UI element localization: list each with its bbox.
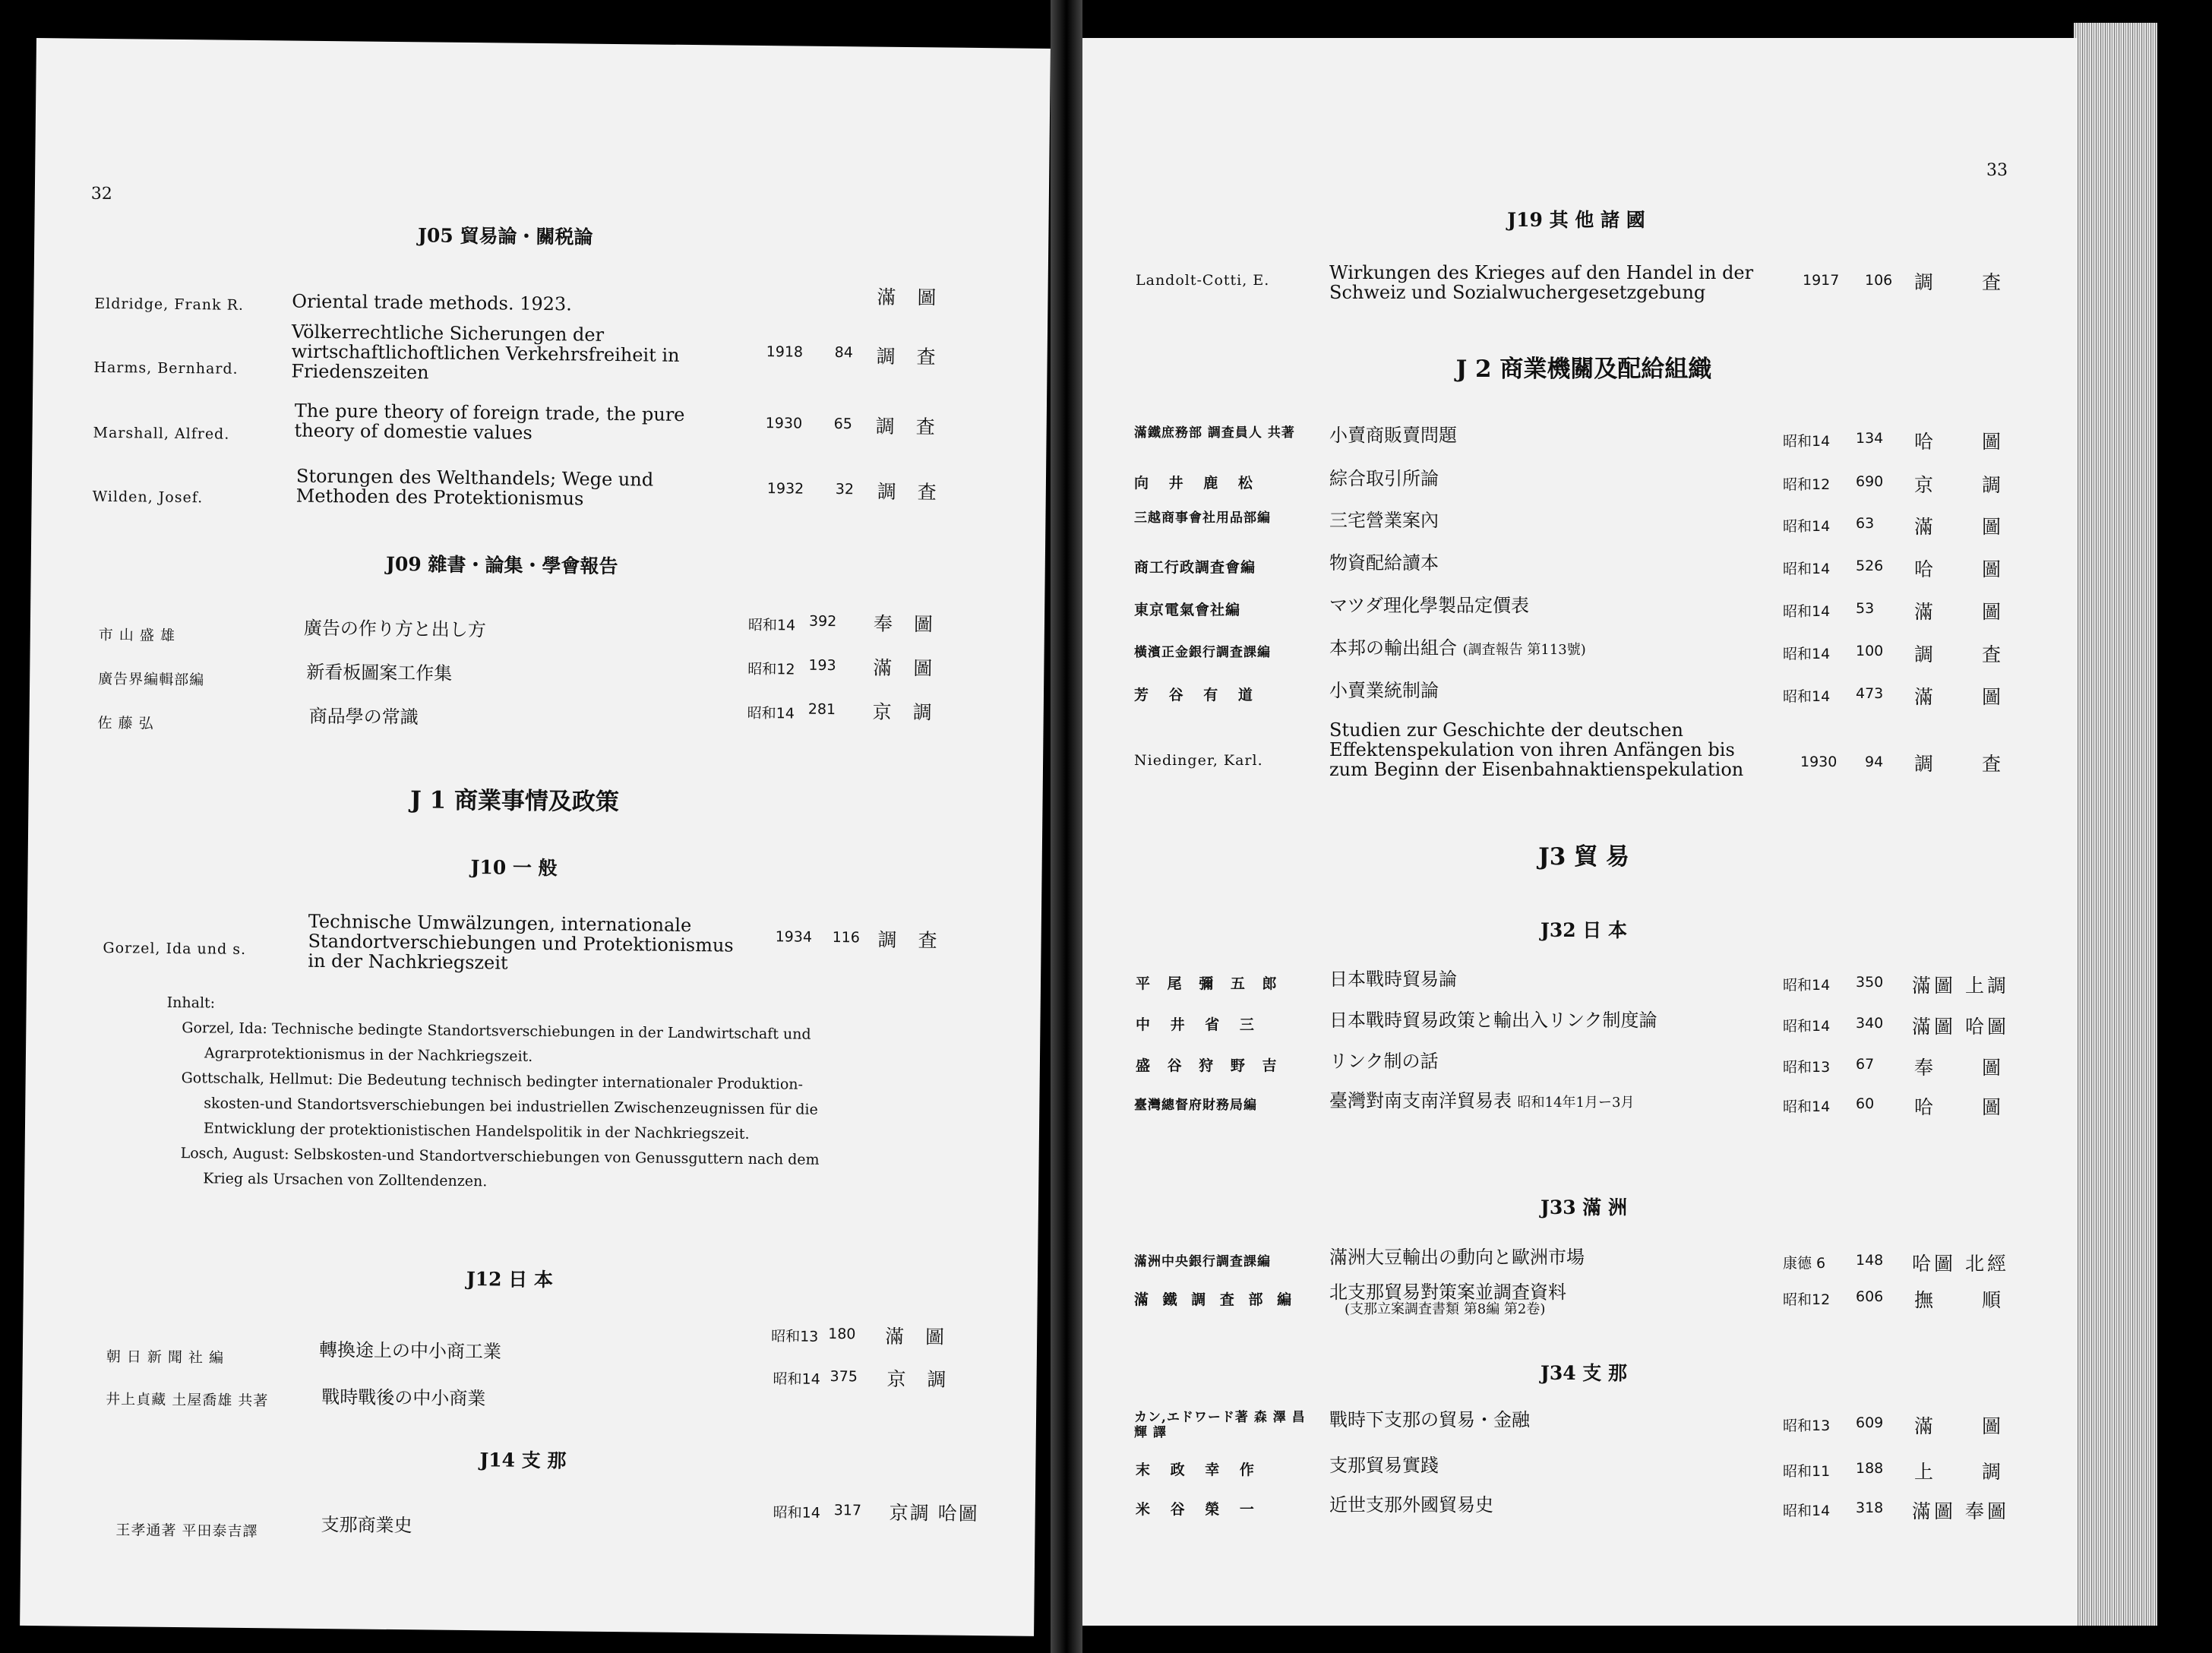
list-item: 市 山 盛 雄 廣告の作り方と出し方 昭和14 392 奉 圖 [98, 612, 941, 644]
section-heading-j19: J19 其 他 諸 國 [1507, 209, 1645, 231]
page-number: 33 [1986, 161, 2008, 180]
list-item: 廣告界編輯部編 新看板圖案工作集 昭和12 193 滿 圖 [98, 656, 940, 689]
section-heading-j33: J33 滿 洲 [1540, 1196, 1628, 1218]
list-item: 佐 藤 弘 商品學の常識 昭和14 281 京 調 [97, 700, 940, 732]
chapter-heading-j3: J3 貿 易 [1538, 843, 1629, 871]
page-number: 32 [90, 184, 112, 204]
list-item: Marshall, Alfred. The pure theory of foreign trade, the pure theory of domestie values 1930 65 調 査 [93, 400, 943, 444]
section-heading-j32: J32 日 本 [1540, 919, 1628, 941]
contents-label: Inhalt: [166, 994, 216, 1012]
section-heading-j34: J34 支 那 [1540, 1362, 1628, 1384]
chapter-heading-j2: J 2 商業機關及配給組織 [1455, 356, 1712, 383]
right-page: 33 J19 其 他 諸 國 Landolt-Cotti, E. Wirkungen des Krieges auf den Handel in der Schweiz und Sozialwuchergesetzgebung 1917 106 調 査 J 2 商業機關及配給組織 滿鐵庶務部 調査員人 共著 小賣商販賣問題 昭和14 134 哈 圖 向 井 鹿 松 綜合取引所論 昭和12 690 京 調 三越商事會社用品部編 三宅營業案內 昭和14 63 滿 圖 商工行政調査會編 物資配給讀本 昭和14 526 哈 圖 東京電氣會社編 マツダ理化學製品定價表 昭和14 53 滿 圖 橫濱正金銀行調査課編 本邦の輸出組合 (調査報告 第113號) 昭和14 100 調 査 芳 谷 有 道 小賣業統制論 昭和14 473 滿 圖 Niedinger, Karl. Studien zur Geschichte der deutschen Effektenspekulation von ihren Anfängen bis zum Beginn der Eisenbahnaktienspekulation 1930 94 調 査 J3 貿 易 J32 日 本 平 尾 彌 五 郎 日本戰時貿易論 昭和14 350 滿圖 上調 中 井 省 三 日本戰時貿易政策と輸出入リンク制度論 昭和14 340 滿圖 哈圖 盛 谷 狩 野 吉 リンク制の話 昭和13 67 奉 圖 臺灣總督府財務局編 臺灣對南支南洋貿易表 昭和14年1月ー3月 昭和14 60 哈 圖 J33 滿 洲 滿洲中央銀行調査課編 滿洲大豆輸出の動向と歐洲市場 康德 6 148 哈圖 北經 滿 鐵 調 査 部 編 北支那貿易對策案並調査資料 (支那立案調査書類 第8編 第2卷) 昭和12 606 撫 順 J34 支 那 カン,エドワード著 森 澤 昌 輝 譯 戰時下支那の貿易・金融 昭和13 609 滿 圖 末 政 幸 作 支那貿易實踐 昭和11 188 上 調 米 谷 榮 一 近世支那外國貿易史 昭和14 318 滿圖 奉圖 [1082, 38, 2078, 1626]
list-item: Harms, Bernhard. Völkerrechtliche Sicherungen der wirtschaftlichoftlichen Verkehrsfreiheit in Friedenszeiten 1918 84 調 査 [93, 321, 943, 384]
page-edges [2074, 23, 2157, 1626]
section-heading-j10: J10 一 般 [470, 856, 558, 880]
section-heading-j12: J12 日 本 [466, 1268, 554, 1291]
list-item: 王孝通著 平田泰吉譯 支那商業史 昭和14 317 京調 哈圖 [115, 1501, 979, 1541]
left-page [20, 38, 1051, 1636]
list-item: Gorzel, Ida und s. Technische Umwälzungen, internationale Standortverschiebungen und Protektionismus in der Nachkriegszeit 1934 116 調 査 [103, 910, 945, 974]
section-heading-j09: J09 雜書・論集・學會報告 [385, 552, 618, 578]
list-item: 朝 日 新 聞 社 編 轉換途上の中小商工業 昭和13 180 滿 圖 [106, 1325, 953, 1367]
section-heading-j14: J14 支 那 [479, 1449, 567, 1472]
list-item: Eldridge, Frank R. Oriental trade methods. 1923. 滿 圖 [94, 286, 944, 315]
book-gutter [1051, 0, 1082, 1653]
list-item: Wilden, Josef. Storungen des Welthandels; Wege und Methoden des Protektionismus 1932 32 調 査 [92, 465, 944, 510]
list-item: 井上貞藏 土屋喬雄 共著 戰時戰後の中小商業 昭和14 375 京 調 [106, 1367, 954, 1410]
chapter-heading-j1: J 1 商業事情及政策 [409, 786, 620, 817]
section-heading-j05: J05 貿易論・關税論 [417, 224, 593, 248]
contents-note: Inhalt: Gorzel, Ida: Technische bedingte Standortsverschiebungen in der Landwirtschaft und Agrarprotektionismus in der Nachkriegszeit. Gottschalk, Hellmut: Die Bedeutung technisch bedingter internationaler Produktion- skosten-und Standortsverschiebungen bei industriellen Zwischenzeugnissen für die Entwicklung der protektionistischen Handelspolitik in der Nachkriegszeit. Losch, August: Selbskosten-und Standortverschiebungen von Genussguttern nach dem Krieg als Ursachen von Zolltendenzen. [165, 991, 821, 1198]
